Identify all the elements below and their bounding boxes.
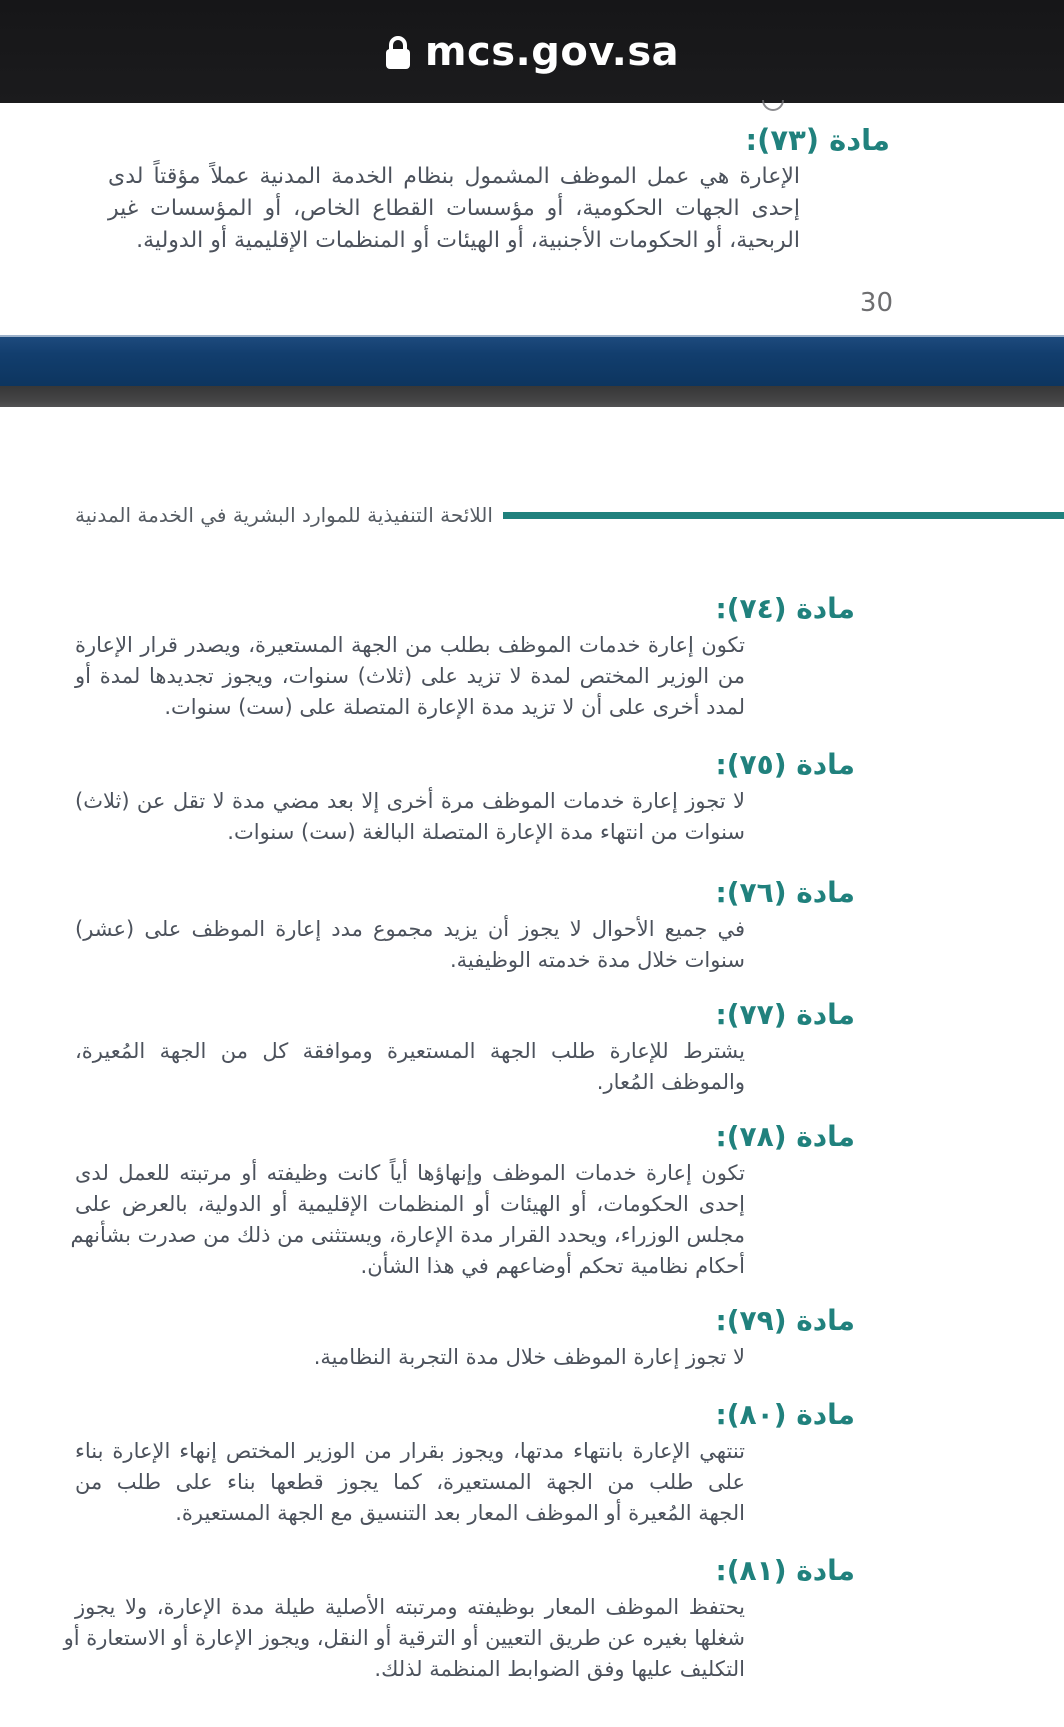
article-76-title: مادة (٧٦): [715,876,855,909]
article-74-title: مادة (٧٤): [715,592,855,625]
article-80-title: مادة (٨٠): [715,1398,855,1431]
article-76-line: سنوات خلال مدة خدمته الوظيفية. [449,948,745,972]
page-number: 30 [859,288,893,318]
page-footer-navy-band [0,335,1064,386]
page-gap-band [0,386,1064,407]
article-81-body [63,1592,745,1685]
article-74-line: لمدد أخرى على أن لا تزيد مدة الإعارة المتصلة على (ست) سنوات. [164,695,745,719]
article-75-title: مادة (٧٥): [715,748,855,781]
article-80-body [75,1436,745,1529]
article-77-body [75,1036,745,1098]
article-73-line: إحدى الجهات الحكومية، أو مؤسسات القطاع الخاص، أو المؤسسات غير [108,196,800,221]
article-73-line: الإعارة هي عمل الموظف المشمول بنظام الخدمة المدنية عملاً مؤقتاً لدى [108,164,800,189]
article-78-title: مادة (٧٨): [715,1120,855,1153]
article-74-body [75,630,745,723]
article-76-body [75,914,745,976]
article-73-title: مادة (٧٣): [745,123,890,157]
article-78-line: تكون إعارة خدمات الموظف وإنهاؤها أياً كانت وظيفته أو مرتبته للعمل لدى [75,1161,745,1185]
article-73-body [108,161,800,257]
page-header-rule [503,512,1064,519]
article-79-line: لا تجوز إعارة الموظف خلال مدة التجربة النظامية. [313,1345,745,1369]
article-76-line: في جميع الأحوال لا يجوز أن يزيد مجموع مدد إعارة الموظف على (عشر) [75,917,745,941]
article-81-line: التكليف عليها وفق الضوابط المنظمة لذلك. [374,1657,745,1681]
article-80-line: تنتهي الإعارة بانتهاء مدتها، ويجوز بقرار من الوزير المختص إنهاء الإعارة بناء [75,1439,745,1463]
article-74-line: من الوزير المختص لمدة لا تزيد على (ثلاث) سنوات، ويجوز تجديدها لمدة أو [75,664,745,688]
article-80-line: على طلب من الجهة المستعيرة، كما يجوز قطعها بناء على طلب من [75,1470,745,1494]
article-75-line: سنوات من انتهاء مدة الإعارة المتصلة البالغة (ست) سنوات. [227,820,745,844]
article-78-line: مجلس الوزراء، ويحدد القرار مدة الإعارة، ويستثنى من ذلك من صدرت بشأنهم [70,1223,745,1247]
article-77-title: مادة (٧٧): [715,998,855,1031]
article-77-line: والموظف المُعار. [596,1070,745,1094]
article-78-line: أحكام نظامية تحكم أوضاعهم في هذا الشأن. [360,1254,745,1278]
article-79-title: مادة (٧٩): [715,1304,855,1337]
article-79-body [75,1342,745,1373]
lock-icon [385,36,411,70]
page-header [0,498,1064,532]
article-75-body [75,786,745,848]
article-74-line: تكون إعارة خدمات الموظف بطلب من الجهة المستعيرة، ويصدر قرار الإعارة [75,633,745,657]
article-81-title: مادة (٨١): [715,1554,855,1587]
article-75-line: لا تجوز إعارة خدمات الموظف مرة أخرى إلا بعد مضي مدة لا تقل عن (ثلاث) [75,789,745,813]
page-header-title: اللائحة التنفيذية للموارد البشرية في الخدمة المدنية [75,503,493,527]
article-78-line: إحدى الحكومات، أو الهيئات أو المنظمات الإقليمية أو الدولية، بالعرض على [75,1192,745,1216]
article-78-body [70,1158,745,1282]
article-73-line: الربحية، أو الحكومات الأجنبية، أو الهيئات أو المنظمات الإقليمية أو الدولية. [136,228,800,253]
article-81-line: يحتفظ الموظف المعار بوظيفته ومرتبته الأصلية طيلة مدة الإعارة، ولا يجوز [75,1595,745,1619]
article-77-line: يشترط للإعارة طلب الجهة المستعيرة وموافقة كل من الجهة المُعيرة، [75,1039,745,1063]
page-edge-mark [762,100,784,111]
article-80-line: الجهة المُعيرة أو الموظف المعار بعد التنسيق مع الجهة المستعيرة. [175,1501,745,1525]
article-81-line: شغلها بغيره عن طريق التعيين أو الترقية أو النقل، ويجوز الإعارة أو الاستعارة أو [63,1626,745,1650]
url-text: mcs.gov.sa [424,28,680,75]
browser-address-bar[interactable] [0,0,1064,103]
